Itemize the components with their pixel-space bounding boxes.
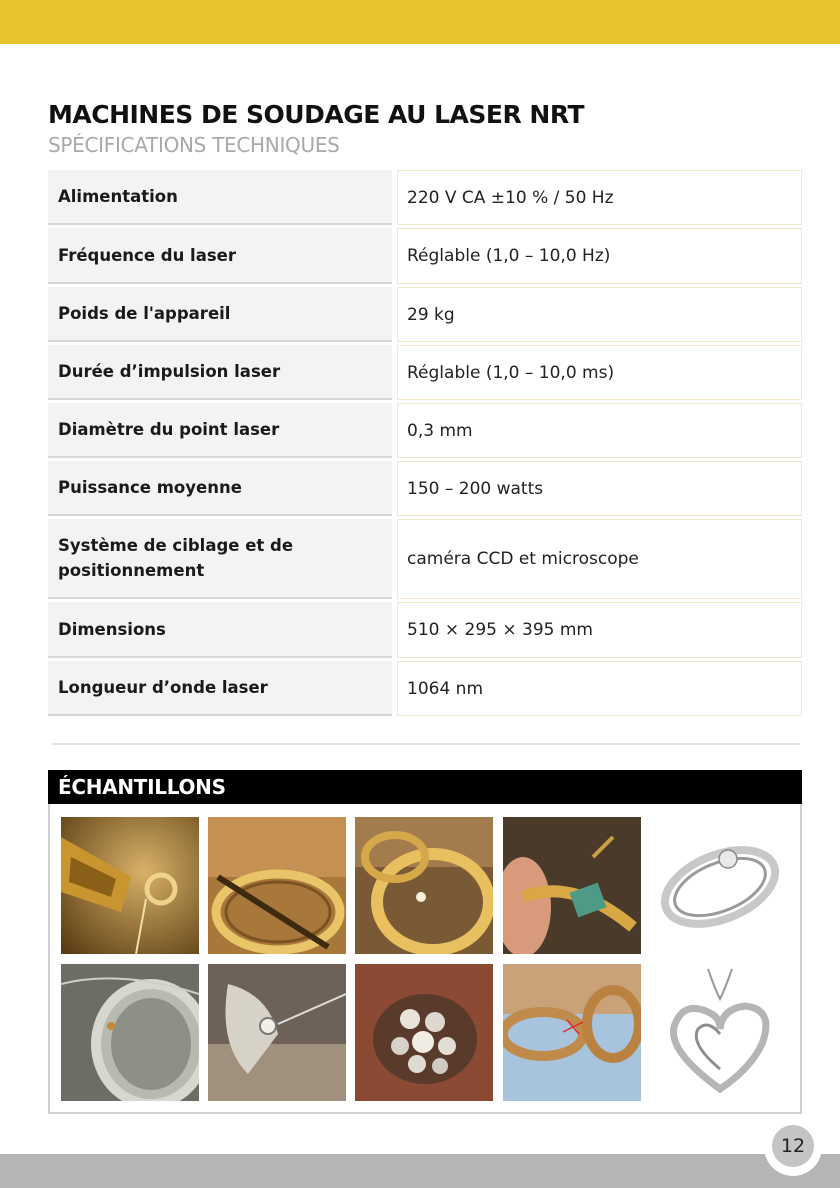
spec-value: 220 V CA ±10 % / 50 Hz bbox=[397, 170, 802, 225]
table-row bbox=[48, 461, 802, 516]
gold-ring-setting-photo bbox=[503, 817, 641, 954]
gold-ring-photo bbox=[208, 817, 346, 954]
table-row bbox=[48, 602, 802, 658]
spec-label: Puissance moyenne bbox=[48, 461, 392, 516]
spec-label: Fréquence du laser bbox=[48, 228, 392, 284]
spec-value: 1064 nm bbox=[397, 661, 802, 716]
chain-link-photo bbox=[503, 964, 641, 1101]
spec-value: Réglable (1,0 – 10,0 Hz) bbox=[397, 228, 802, 284]
spec-label: Durée d’impulsion laser bbox=[48, 345, 392, 400]
top-accent-bar bbox=[0, 0, 840, 44]
table-row bbox=[48, 287, 802, 342]
gold-clasp-photo bbox=[61, 817, 199, 954]
spec-value: 510 × 295 × 395 mm bbox=[397, 602, 802, 658]
table-row bbox=[48, 345, 802, 400]
spec-label: Poids de l'appareil bbox=[48, 287, 392, 342]
diamond-cluster-photo bbox=[355, 964, 493, 1101]
section-divider bbox=[52, 743, 800, 745]
footer-bar bbox=[0, 1154, 840, 1188]
spec-label: Système de ciblage et de positionnement bbox=[48, 519, 392, 599]
spec-label: Diamètre du point laser bbox=[48, 403, 392, 458]
table-row bbox=[48, 661, 802, 716]
page-subtitle: SPÉCIFICATIONS TECHNIQUES bbox=[48, 133, 340, 157]
specifications-table bbox=[48, 170, 802, 719]
spec-value: 150 – 200 watts bbox=[397, 461, 802, 516]
page-number: 12 bbox=[772, 1125, 814, 1167]
table-row bbox=[48, 403, 802, 458]
silver-band-photo bbox=[61, 964, 199, 1101]
silver-ring-welding-photo bbox=[208, 964, 346, 1101]
table-row bbox=[48, 228, 802, 284]
spec-label: Alimentation bbox=[48, 170, 392, 225]
spec-label: Dimensions bbox=[48, 602, 392, 658]
silver-ring-photo bbox=[650, 817, 788, 954]
page-title: MACHINES DE SOUDAGE AU LASER NRT bbox=[48, 100, 585, 129]
spec-value: Réglable (1,0 – 10,0 ms) bbox=[397, 345, 802, 400]
spec-label: Longueur d’onde laser bbox=[48, 661, 392, 716]
spec-value: 0,3 mm bbox=[397, 403, 802, 458]
samples-heading: ÉCHANTILLONS bbox=[48, 770, 802, 804]
table-row bbox=[48, 519, 802, 599]
spec-value: caméra CCD et microscope bbox=[397, 519, 802, 599]
table-row bbox=[48, 170, 802, 225]
silver-heart-pendant-photo bbox=[650, 964, 788, 1101]
gold-ring-detail-photo bbox=[355, 817, 493, 954]
spec-value: 29 kg bbox=[397, 287, 802, 342]
